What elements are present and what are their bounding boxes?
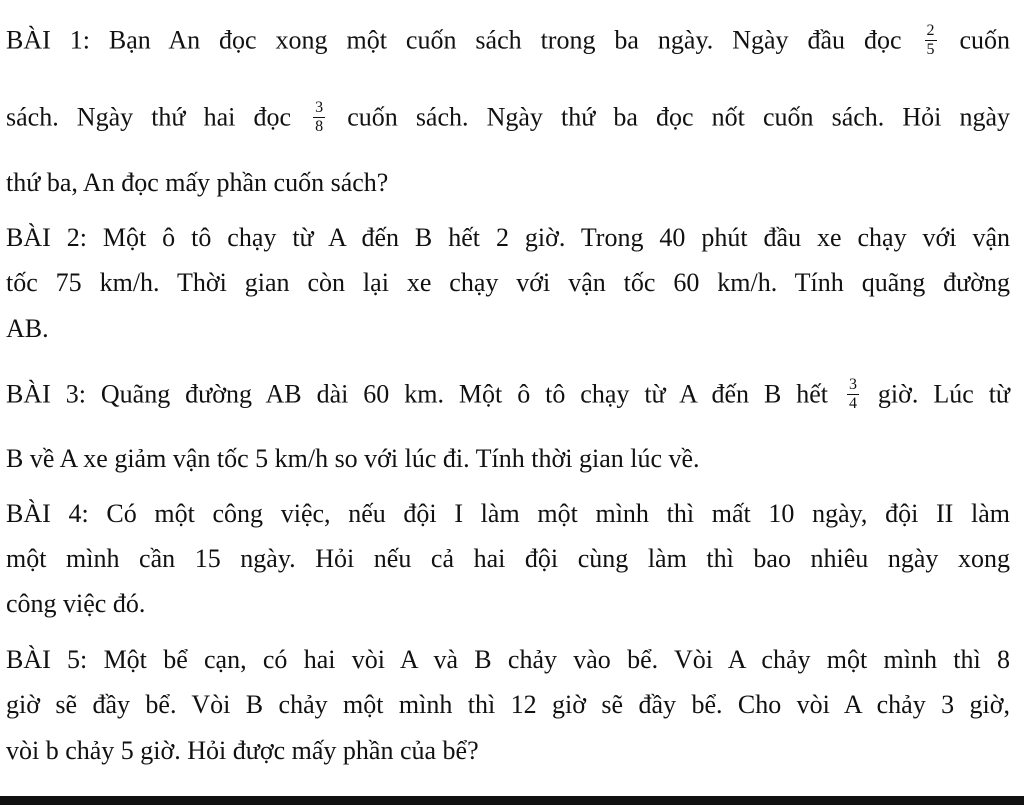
problem-4-line-2: một mình cần 15 ngày. Hỏi nếu cả hai đội cùng làm thì bao nhiêu ngày xong [6,544,1010,573]
problem-4-line-3: công việc đó. [6,589,146,618]
problem-5-line-1: BÀI 5: Một bể cạn, có hai vòi A và B chảy vào bể. Vòi A chảy một mình thì 8 [6,645,1010,674]
fraction-denominator: 4 [848,395,857,412]
fraction-denominator: 8 [315,118,324,135]
problem-3-line-1-text-after: giờ. Lúc từ [877,379,1011,409]
problem-2-line-3: AB. [6,314,49,343]
problem-2-line-1: BÀI 2: Một ô tô chạy từ A đến B hết 2 giờ. Trong 40 phút đầu xe chạy với vận [6,223,1010,252]
problem-3-line-1-text-before: BÀI 3: Quãng đường AB dài 60 km. Một ô tô chạy từ A đến B hết [6,379,828,409]
problem-1-line-2-text-after: cuốn sách. Ngày thứ ba đọc nốt cuốn sách. Hỏi ngày [347,102,1011,132]
fraction-denominator: 5 [926,41,935,58]
problem-1-line-2-text-before: sách. Ngày thứ hai đọc [6,102,291,132]
bottom-border [0,796,1024,805]
problem-5-line-2: giờ sẽ đầy bể. Vòi B chảy một mình thì 12 giờ sẽ đầy bể. Cho vòi A chảy 3 giờ, [6,690,1010,719]
fraction-numerator: 3 [315,99,324,116]
problem-1-line-2 [6,101,1010,138]
problem-sheet [6,0,1014,790]
problem-4-line-1: BÀI 4: Có một công việc, nếu đội I làm một mình thì mất 10 ngày, đội II làm [6,499,1010,528]
fraction-three-quarters [847,376,859,413]
fraction-numerator: 2 [926,22,935,39]
fraction-two-fifths [925,22,937,59]
problem-3-line-1 [6,378,1010,415]
fraction-three-eighths [313,99,325,136]
problem-1-line-1-text-before: BÀI 1: Bạn An đọc xong một cuốn sách trong ba ngày. Ngày đầu đọc [6,25,902,55]
problem-1-line-3: thứ ba, An đọc mấy phần cuốn sách? [6,168,389,197]
problem-1-line-1 [6,24,1010,61]
problem-2-line-2: tốc 75 km/h. Thời gian còn lại xe chạy với vận tốc 60 km/h. Tính quãng đường [6,268,1010,297]
fraction-numerator: 3 [848,376,857,393]
problem-1-line-1-text-after: cuốn [959,25,1011,55]
problem-5-line-3: vòi b chảy 5 giờ. Hỏi được mấy phần của bể? [6,736,479,765]
problem-3-line-2: B về A xe giảm vận tốc 5 km/h so với lúc đi. Tính thời gian lúc về. [6,444,700,473]
